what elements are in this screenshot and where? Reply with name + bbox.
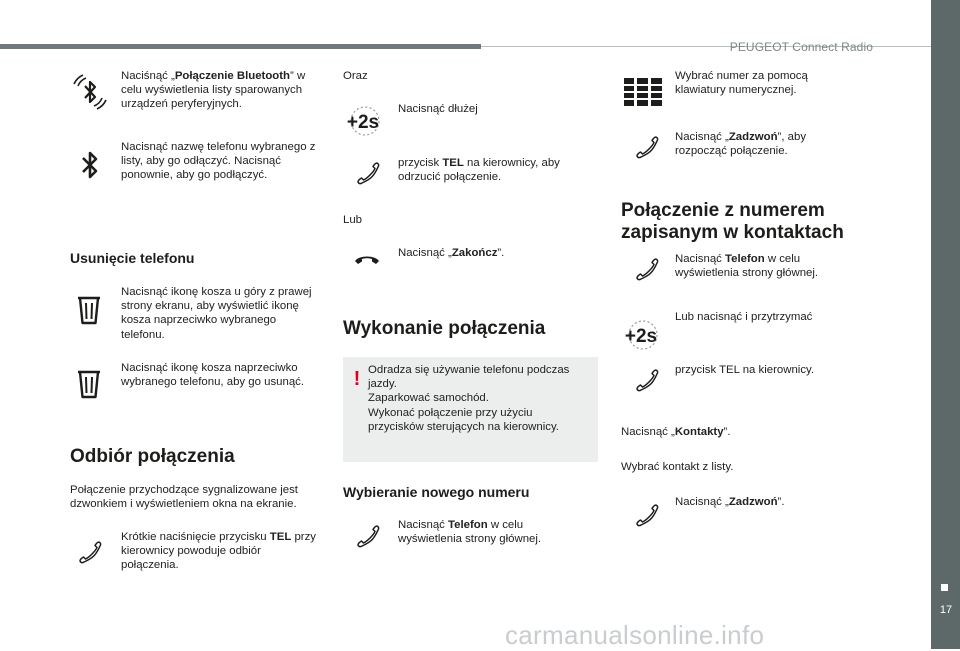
- phone-icon: [77, 539, 103, 565]
- plus-2s-icon: [621, 316, 661, 354]
- contact-phone-text: Nacisnąć Telefon w celu wyświetlenia strony głównej.: [675, 253, 819, 280]
- contact-call-title: Połączenie z numerem zapisanym w kontaktach: [621, 200, 844, 243]
- call-start-text: Nacisnąć „Zadzwoń”, aby rozpocząć połączenie.: [675, 131, 807, 158]
- trash-icon: [77, 369, 101, 399]
- svg-text:+2s: +2s: [624, 326, 658, 347]
- phone-icon: [355, 160, 381, 186]
- remove-phone-step1: Nacisnąć ikonę kosza u góry z prawej strony ekranu, aby wyświetlić ikonę kosza naprzeciwko wybranego telefonu.: [121, 286, 312, 341]
- remove-phone-step2: Nacisnąć ikonę kosza naprzeciwko wybranego telefonu, aby go usunąć.: [121, 362, 305, 389]
- phone-icon: [355, 523, 381, 549]
- phone-icon: [634, 134, 660, 160]
- bluetooth-connection-text: Naciśnąć „Połączenie Bluetooth” w celu wyświetlenia listy sparowanych urządzeń peryferyjnych.: [121, 70, 306, 111]
- and-label: Oraz: [343, 70, 368, 82]
- phone-icon: [634, 256, 660, 282]
- warning-icon: !: [353, 368, 361, 390]
- choose-contact-text: Wybrać kontakt z listy.: [621, 461, 734, 473]
- receive-call-text: Połączenie przychodzące sygnalizowane jest dzwonkiem i wyświetleniem okna na ekranie.: [70, 484, 298, 511]
- make-call-title: Wykonanie połączenia: [343, 318, 546, 339]
- page-marker: [941, 584, 948, 591]
- hold-text: Lub nacisnąć i przytrzymać: [675, 311, 813, 323]
- header-title: PEUGEOT Connect Radio: [729, 40, 873, 54]
- call-contact-text: Nacisnąć „Zadzwoń”.: [675, 496, 785, 508]
- side-band: [931, 0, 960, 649]
- tel-reject-text: przycisk TEL na kierownicy, aby odrzucić połączenie.: [398, 157, 560, 184]
- trash-icon: [77, 295, 101, 325]
- or-label: Lub: [343, 214, 363, 226]
- phone-name-text: Nacisnąć nazwę telefonu wybranego z listy, aby go odłączyć. Nacisnąć ponownie, aby go podłączyć.: [121, 141, 316, 182]
- plus-2s-icon: [343, 102, 383, 140]
- watermark: carmanualsonline.info: [505, 620, 765, 650]
- end-call-text: Nacisnąć „Zakończ”.: [398, 247, 505, 259]
- page-number: 17: [939, 604, 953, 616]
- keypad-icon: [624, 78, 662, 106]
- bluetooth-icon: [78, 148, 102, 182]
- press-longer-text: Nacisnąć dłużej: [398, 103, 478, 115]
- receive-call-short-press: Krótkie naciśnięcie przycisku TEL przy kierownicy powoduje odbiór połączenia.: [121, 531, 316, 572]
- bluetooth-connection-icon: [70, 72, 110, 112]
- end-call-icon: [353, 249, 381, 269]
- phone-icon: [634, 367, 660, 393]
- dial-phone-text: Nacisnąć Telefon w celu wyświetlenia strony głównej.: [398, 519, 542, 546]
- header-rule: [0, 44, 481, 49]
- phone-icon: [634, 502, 660, 528]
- tel-wheel-text: przycisk TEL na kierownicy.: [675, 364, 815, 376]
- contacts-text: Nacisnąć „Kontakty”.: [621, 426, 731, 438]
- keypad-text: Wybrać numer za pomocą klawiatury numerycznej.: [675, 70, 808, 97]
- warning-text: Odradza się używanie telefonu podczas jazdy. Zaparkować samochód. Wykonać połączenie przy użyciu przycisków sterujących na kierownicy.: [368, 364, 570, 433]
- receive-call-title: Odbiór połączenia: [70, 446, 235, 467]
- svg-text:+2s: +2s: [346, 112, 380, 133]
- dial-new-number-title: Wybieranie nowego numeru: [343, 484, 530, 500]
- remove-phone-title: Usunięcie telefonu: [70, 250, 195, 266]
